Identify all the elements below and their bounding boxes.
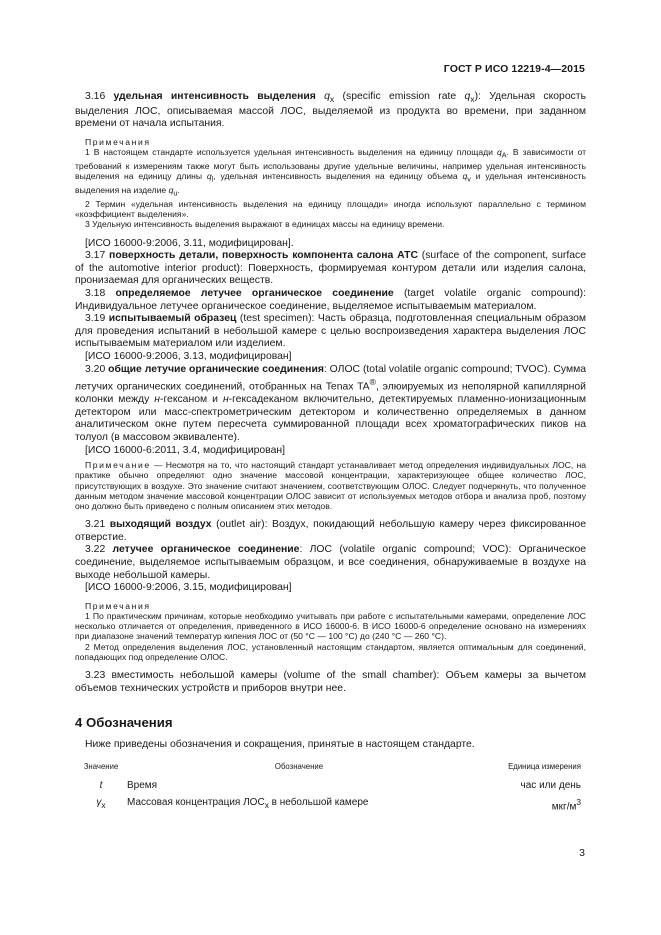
symbol: q [206, 171, 212, 182]
definition-text: Удельная скорость выделения ЛОС, описываемая массой ЛОС, выделяемой из продукта во времени, при заданном времени от начала испытания. [75, 91, 586, 130]
column-header-value: Значение [83, 761, 119, 771]
designation-cell [127, 797, 471, 814]
reference: [ИСО 16000-6:2011, 3.4, модифицирован] [85, 444, 285, 456]
note-1-3: 3 Удельную интенсивность выделения выражают в единицах массы на единицу времени. [85, 219, 445, 230]
unit-superscript: 3 [576, 796, 581, 807]
unit-text: мкг/м [551, 801, 577, 813]
note-text: и удельная интенсивность выделения на изделие [75, 171, 587, 196]
definition-term: удельная интенсивность выделения [113, 91, 316, 102]
symbols-table [75, 762, 586, 814]
symbol: q [168, 185, 174, 196]
symbol-subscript: x [329, 94, 335, 105]
definition-3-19 [75, 313, 586, 351]
definition-text: -гексаном и [160, 394, 218, 406]
unit-cell [471, 797, 586, 814]
note-1-2: 2 Термин «удельная интенсивность выделения на единицу площади» иногда используют параллельно с термином «коэффициент выделения». [75, 199, 586, 220]
unit-cell [471, 780, 586, 797]
definition-term: выходящий воздух [109, 519, 212, 531]
english-term: (specific emission rate [342, 91, 457, 102]
definition-text: (test specimen): Часть образца, подготовленная специальным образом для проведения испытаний в небольшой камере с целью воспроизведения характера выделения ЛОС испытываемым материалом или изделием. [75, 313, 587, 350]
page-content [75, 91, 586, 814]
table-header-row [75, 762, 586, 780]
registered-mark: ® [369, 377, 376, 388]
definition-3-20 [75, 364, 586, 445]
note-3-1: 1 По практическим причинам, которые необходимо учитывать при работе с испытательными камерами, определение ЛОС несколько отличается от определения, приведенного в ИСО 16000-6. В ИСО 16000-6 определение основано на измерениях при диапазоне значений температур кипения ЛОС от (50 °С — 100 °С) до (240 °С — 260 °С). [75, 610, 586, 642]
designation-subscript: x [264, 799, 269, 810]
symbol-subscript: x [101, 799, 106, 810]
symbol: q [464, 91, 471, 102]
definition-text: вместимость небольшой камеры (volume of the small chamber): Объем камеры за вычетом объемов технических устройств и приборов внутри нее. [75, 670, 586, 694]
designation-text: Массовая концентрация ЛОС [127, 796, 265, 808]
note-2 [75, 460, 586, 511]
definition-text: -гексадеканом включительно, детектируемых пламенно-ионизационным детектором или масс-спектрометрическим детектором и количественно определяемых в данном аналитическом окне путем пересчета суммированной площади всех хроматографических пиков на толуол (в массовом эквиваленте). [75, 394, 587, 444]
symbol: q [324, 91, 330, 102]
definition-3-22 [75, 544, 586, 582]
definition-text: (target volatile organic compound): Индивидуальное летучее органическое соединение, выделяемое испытываемым материалом. [75, 288, 587, 312]
reference: [ИСО 16000-9:2006, 3.13, модифицирован] [85, 350, 292, 362]
note-1-1 [75, 147, 586, 199]
table-row [75, 780, 586, 797]
symbol-subscript: v [467, 175, 471, 184]
document-header: ГОСТ Р ИСО 12219-4—2015 [443, 63, 585, 75]
definition-text: : ОЛОС (total volatile organic compound; TVOC). Сумма летучих органических соединений, отобранных на Tenax TA [75, 363, 587, 393]
note-text: . В зависимости от требований к измерениям также могут быть использованы другие удельные величины, например удельная интенсивность выделения на единицу длины [75, 147, 587, 182]
definition-3-17 [75, 250, 586, 288]
definition-3-16 [75, 91, 586, 131]
symbol-subscript: x [470, 94, 475, 105]
note-text: 1 В настоящем стандарте используется удельная интенсивность выделения на единицу площади [85, 147, 493, 158]
normal-prefix: н [222, 394, 229, 406]
definition-term: определяемое летучее органическое соединение [115, 288, 394, 300]
definition-number: 3.17 [85, 250, 106, 262]
note-text: . [177, 185, 180, 196]
definition-term: испытываемый образец [108, 313, 237, 325]
reference: [ИСО 16000-9:2006, 3.15, модифицирован] [85, 582, 292, 594]
definition-term: поверхность детали, поверхность компонента салона АТС [109, 250, 418, 262]
definition-number: 3.18 [85, 288, 106, 300]
designation-text: в небольшой камере [268, 796, 369, 808]
note-label: Примечание [85, 460, 151, 471]
symbol-subscript: u [173, 189, 178, 198]
designation-cell [127, 780, 471, 797]
definition-term: летучее органическое соединение [112, 544, 300, 556]
definition-text: (outlet air): Воздух, покидающий небольшую камеру через фиксированное отверстие. [75, 519, 586, 543]
symbol: q [496, 147, 502, 158]
definition-term: общие летучие органические соединения [108, 363, 324, 375]
symbol-subscript: l [211, 175, 214, 184]
symbol: q [462, 171, 468, 182]
symbol: t [99, 779, 103, 791]
definition-number: 3.21 [85, 519, 106, 531]
reference: [ИСО 16000-9:2006, 3.11, модифицирован]. [85, 237, 294, 249]
definition-number: 3.20 [85, 363, 106, 375]
table-row [75, 797, 586, 814]
notes-heading: Примечания [85, 136, 151, 147]
definition-number: 3.23 [85, 670, 106, 681]
notes-heading: Примечания [85, 600, 151, 611]
unit-text: час или день [520, 779, 581, 791]
english-term-close: ): [474, 91, 481, 102]
notes-title [75, 601, 586, 611]
notes-title [75, 137, 586, 147]
definition-text: : ЛОС (volatile organic compound; VOC): Органическое соединение, выделяемое испытываемым образцом, и все соединения, обнаруживаемые в воздухе на выходе небольшой камеры. [75, 544, 586, 581]
column-header-unit: Единица измерения [508, 761, 581, 771]
definition-number: 3.19 [85, 313, 106, 325]
section-heading: 4 Обозначения [75, 715, 173, 731]
note-3-2: 2 Метод определения выделения ЛОС, установленный настоящим стандартом, является оптимальным для соединений, попадающих под определение ОЛОС. [75, 641, 586, 662]
definition-text: (surface of the component, surface of the automotive interior product): Поверхность, формируемая контуром детали или изделия салона, пронизаемая для органических веществ. [75, 250, 586, 287]
symbol-subscript: A [501, 151, 507, 160]
note-text: , удельная интенсивность выделения на единицу объема [213, 171, 458, 182]
definition-text: , элюируемых из неполярной капиллярной колонки между [75, 381, 586, 406]
note-text: — Несмотря на то, что настоящий стандарт устанавливает метод определения индивидуальных ЛОС, на практике обычно определяют одно значение массовой концентрации, характеризующее общее количество ЛОС, присутствующих в воздухе. Это значение считают значением, соответствующим ОЛОС. Следует подчеркнуть, что полученное данным методом значение массовой концентрации ОЛОС зависит от используемых методов отбора и анализа проб, поэтому оно должно быть приведено с полным описанием этих методов. [75, 460, 586, 512]
symbol-cell [75, 780, 127, 797]
normal-prefix: н [154, 394, 161, 406]
definition-number: 3.16 [85, 91, 106, 102]
column-header-designation: Обозначение [274, 761, 324, 771]
page-number: 3 [579, 847, 585, 859]
definition-3-18 [75, 288, 586, 313]
symbol-cell [75, 797, 127, 814]
symbol: γ [96, 796, 102, 808]
definition-3-23 [75, 670, 586, 695]
definition-number: 3.22 [85, 544, 106, 556]
section-intro: Ниже приведены обозначения и сокращения, принятые в настоящем стандарте. [85, 739, 475, 751]
designation-text: Время [127, 779, 158, 791]
definition-3-21 [75, 519, 586, 544]
